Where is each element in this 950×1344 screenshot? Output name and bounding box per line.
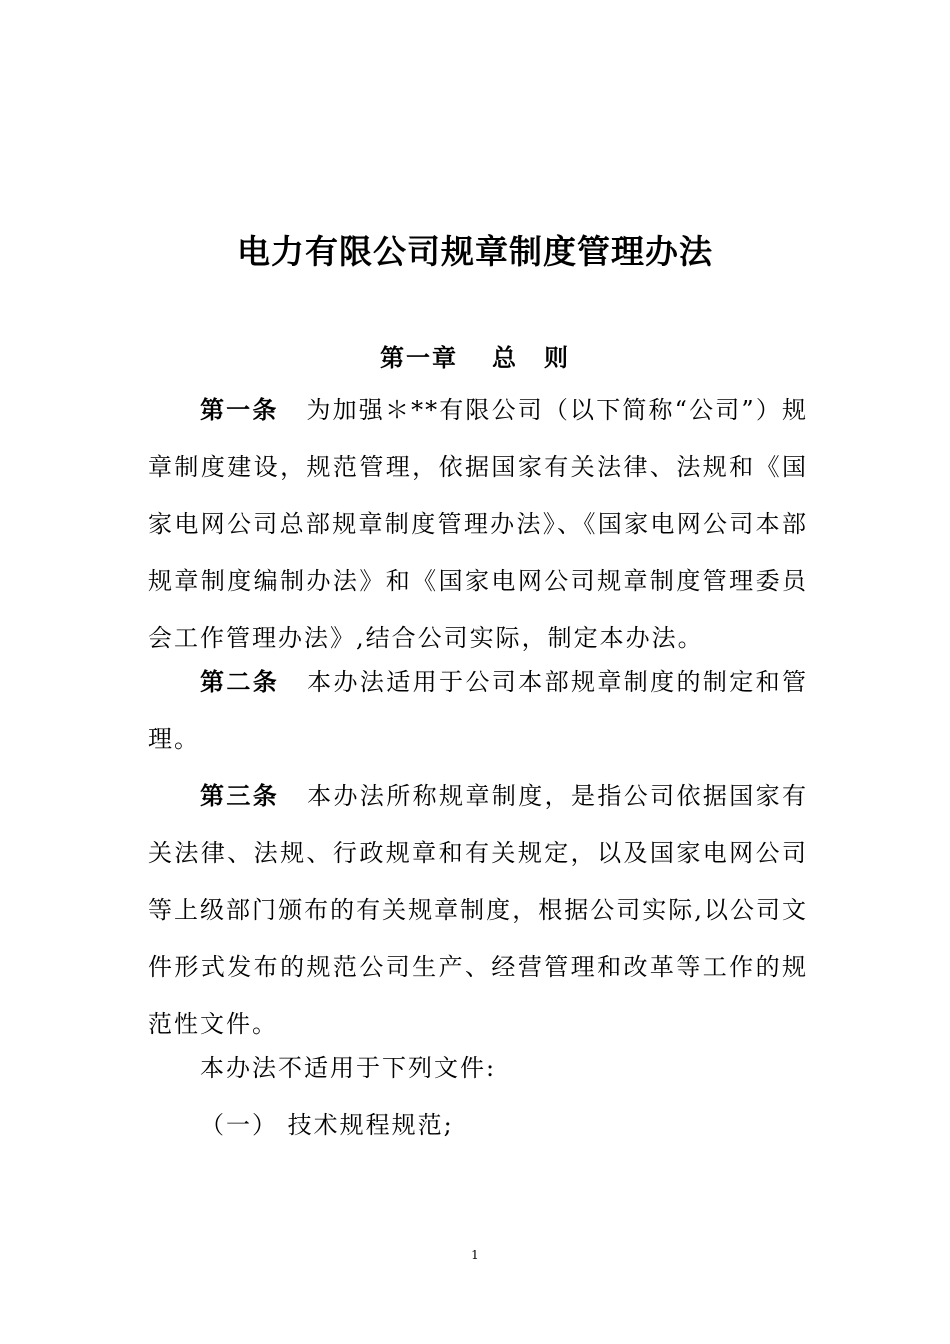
page-number: 1	[471, 1248, 479, 1262]
chapter-name-part1: 总	[492, 344, 518, 372]
exclusion-intro	[148, 1040, 808, 1097]
article-3-text: 本办法所称规章制度，是指公司依据国家有关法律、法规、行政规章和有关规定，以及国家电网公司等上级部门颁布的有关规章制度，根据公司实际,以公司文件形式发布的规范公司生产、经营管理和改革等工作的规范性文件。	[148, 782, 809, 1038]
article-3-label: 第三条	[200, 782, 280, 810]
exclusion-item-1	[148, 1097, 808, 1154]
chapter-heading	[0, 338, 950, 373]
article-1	[148, 382, 808, 667]
chapter-number: 第一章	[380, 344, 458, 372]
exclusion-intro-text: 本办法不适用于下列文件:	[200, 1054, 497, 1082]
article-2-label: 第二条	[200, 668, 280, 696]
article-1-label: 第一条	[200, 396, 279, 424]
article-2	[148, 654, 808, 768]
article-3	[148, 768, 808, 1053]
article-2-text: 本办法适用于公司本部规章制度的制定和管理。	[148, 668, 809, 753]
exclusion-item-1-text: （一） 技术规程规范;	[200, 1111, 454, 1139]
chapter-name-part2: 则	[544, 344, 570, 372]
document-title: 电力有限公司规章制度管理办法	[237, 232, 713, 271]
article-1-text: 为加强＊**有限公司（以下简称“公司”）规章制度建设，规范管理，依据国家有关法律、法规和《国家电网公司总部规章制度管理办法》、《国家电网公司本部规章制度编制办法》和《国家电网公司规章制度管理委员会工作管理办法》,结合公司实际，制定本办法。	[148, 396, 809, 652]
